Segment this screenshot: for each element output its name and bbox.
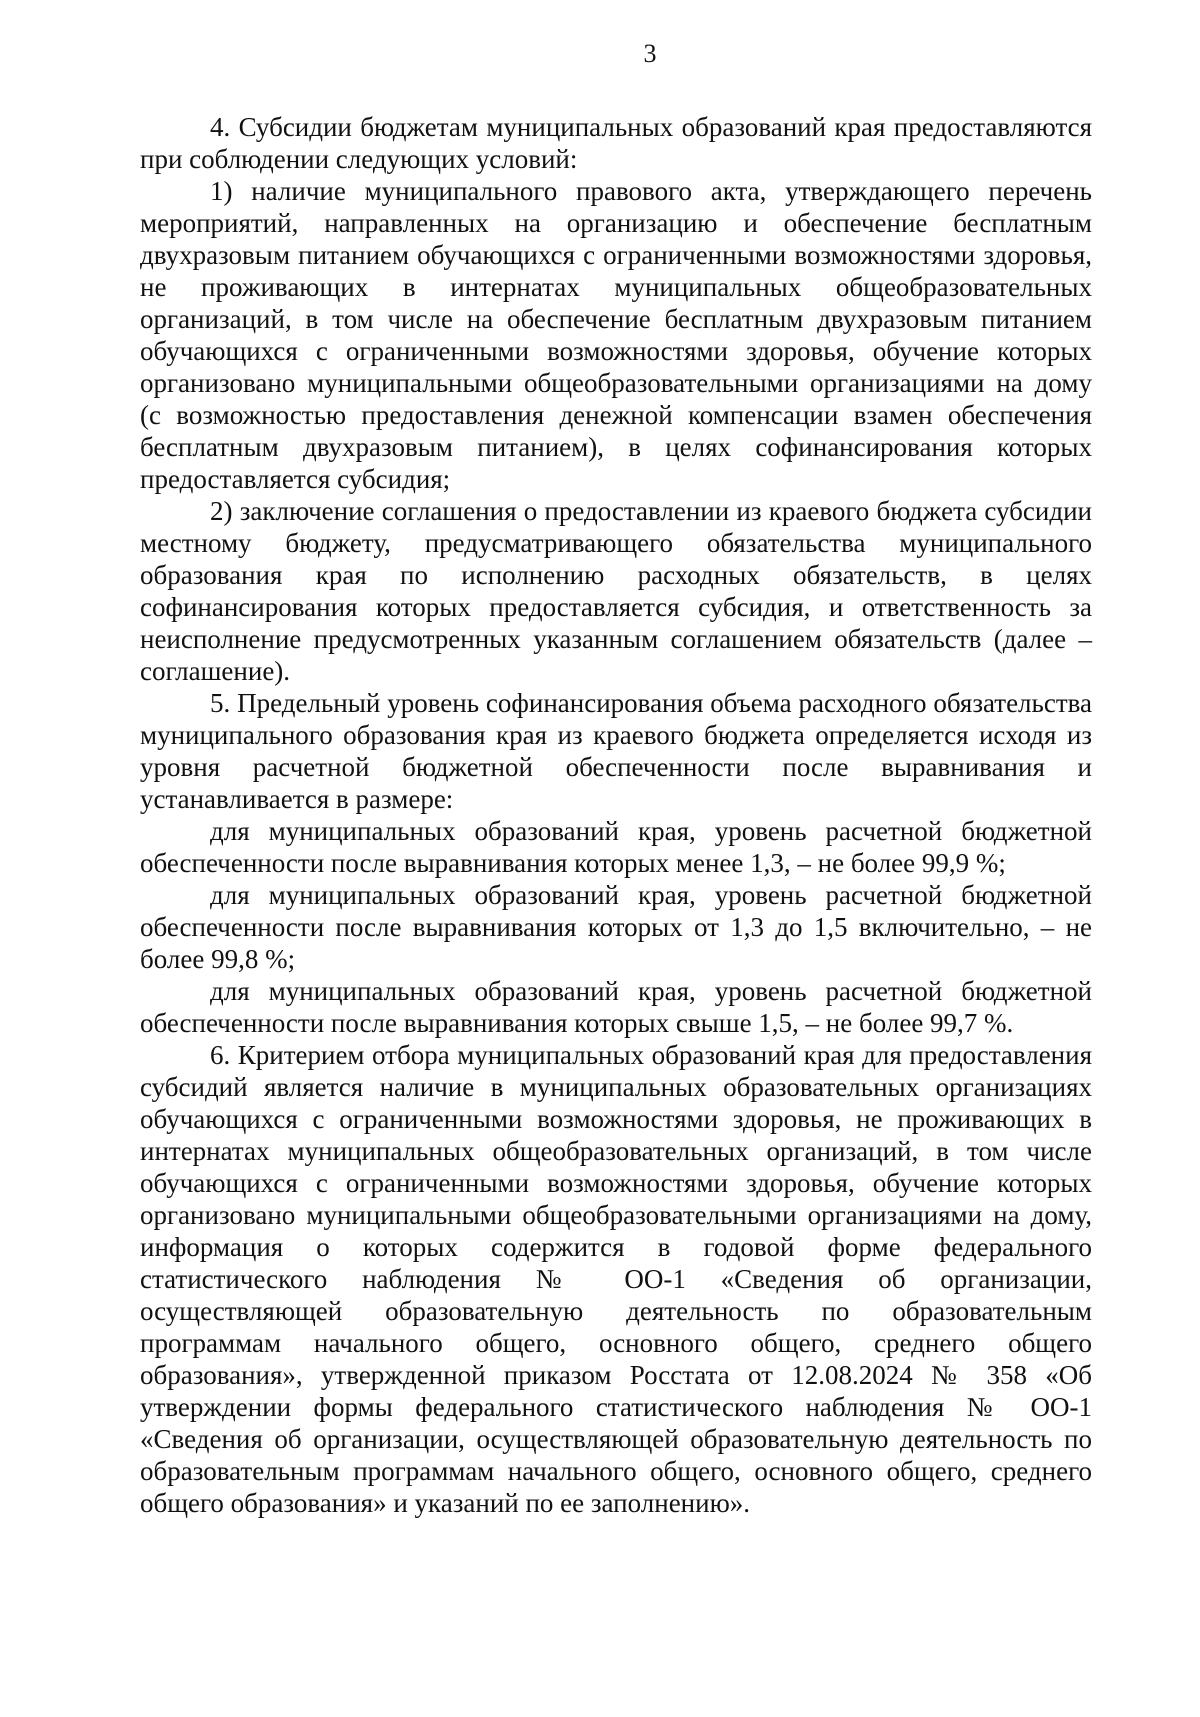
paragraph-level-above-1-5: для муниципальных образований края, уровень расчетной бюджетной обеспеченности после выравнивания которых свыше 1,5, – не более 99,7 %.: [140, 976, 1092, 1038]
paragraph-level-1-3-to-1-5: для муниципальных образований края, уровень расчетной бюджетной обеспеченности после выравнивания которых от 1,3 до 1,5 включительно, – не более 99,8 %;: [140, 880, 1092, 974]
paragraph-item-5: 5. Предельный уровень софинансирования объема расходного обязательства муниципального образования края из краевого бюджета определяется исходя из уровня расчетной бюджетной обеспеченности после выравнивания и устанавливается в размере:: [140, 688, 1092, 814]
paragraph-item-6: 6. Критерием отбора муниципальных образований края для предоставления субсидий является наличие в муниципальных образовательных организациях обучающихся с ограниченными возможностями здоровья, не проживающих в интернатах муниципальных общеобразовательных организаций, в том числе обучающихся с ограниченными возможностями здоровья, обучение которых организовано муниципальными общеобразовательными организациями на дому, информация о которых содержится в годовой форме федерального статистического наблюдения № ОО-1 «Сведения об организации, осуществляющей образовательную деятельность по образовательным программам начального общего, основного общего, среднего общего образования», утвержденной приказом Росстата от 12.08.2024 № 358 «Об утверждении формы федерального статистического наблюдения № ОО-1 «Сведения об организации, осуществляющей образовательную деятельность по образовательным программам начального общего, основного общего, среднего общего образования» и указаний по ее заполнению».: [140, 1040, 1092, 1518]
paragraph-item-4: 4. Субсидии бюджетам муниципальных образований края предоставляются при соблюдении следующих условий:: [140, 112, 1092, 174]
page-number: 3: [643, 39, 657, 68]
document-body: [140, 111, 1092, 1519]
paragraph-condition-1: 1) наличие муниципального правового акта, утверждающего перечень мероприятий, направленных на организацию и обеспечение бесплатным двухразовым питанием обучающихся с ограниченными возможностями здоровья, не проживающих в интернатах муниципальных общеобразовательных организаций, в том числе на обеспечение бесплатным двухразовым питанием обучающихся с ограниченными возможностями здоровья, обучение которых организовано муниципальными общеобразовательными организациями на дому (с возможностью предоставления денежной компенсации взамен обеспечения бесплатным двухразовым питанием), в целях софинансирования которых предоставляется субсидия;: [140, 176, 1092, 494]
paragraph-condition-2: 2) заключение соглашения о предоставлении из краевого бюджета субсидии местному бюджету, предусматривающего обязательства муниципального образования края по исполнению расходных обязательств, в целях софинансирования которых предоставляется субсидия, и ответственность за неисполнение предусмотренных указанным соглашением обязательств (далее – соглашение).: [140, 496, 1092, 686]
paragraph-level-below-1-3: для муниципальных образований края, уровень расчетной бюджетной обеспеченности после выравнивания которых менее 1,3, – не более 99,9 %;: [140, 816, 1092, 878]
